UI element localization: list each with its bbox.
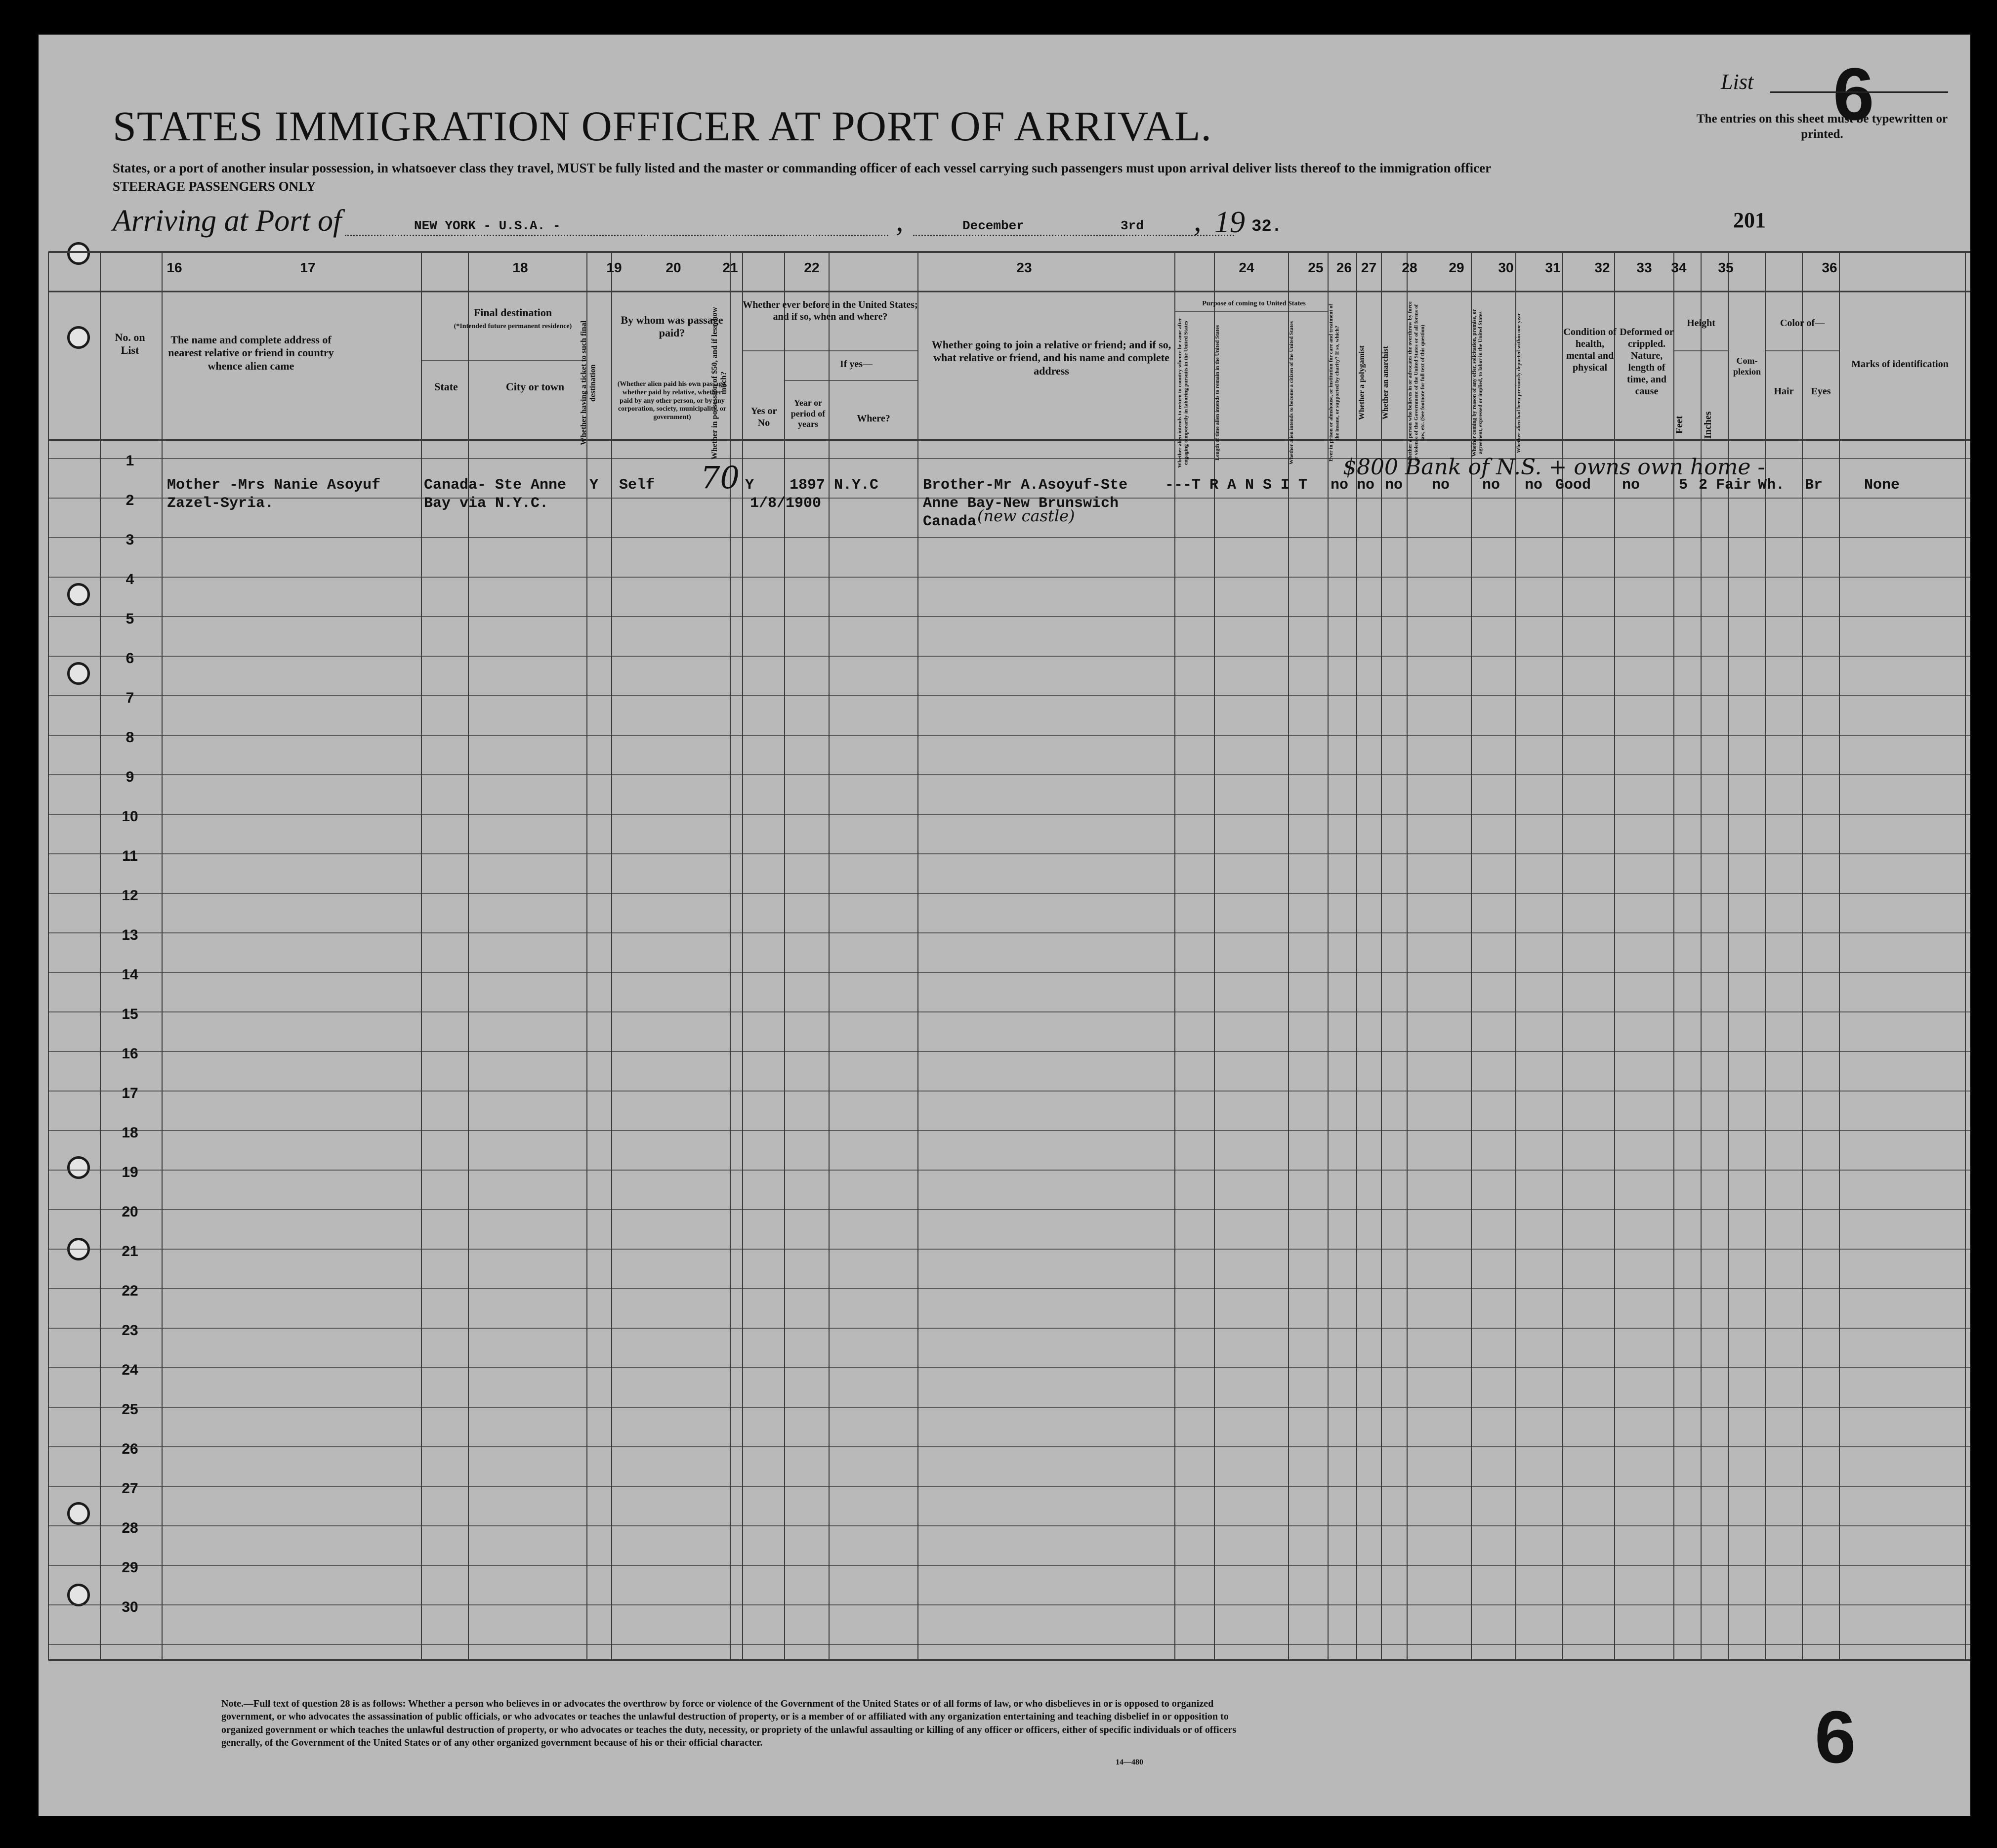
column-number: 17: [300, 260, 316, 275]
column-number: 30: [1498, 260, 1514, 275]
year-suffix: 32.: [1251, 217, 1282, 236]
page-number: 6: [1815, 1695, 1856, 1778]
header-yes-no: Yes or No: [750, 406, 777, 428]
row-number: 5: [125, 611, 134, 627]
row-number: 4: [125, 571, 134, 588]
passenger-class-text: STEERAGE PASSENGERS ONLY: [113, 179, 316, 194]
entry-joining-3: Canada: [923, 513, 977, 530]
column-number: 28: [1402, 260, 1417, 275]
entry-offer: no: [1482, 477, 1500, 494]
column-number: 32: [1594, 260, 1610, 275]
header-money: Whether in possession of $50, and if less, how much?: [710, 306, 728, 460]
list-label: List: [1721, 70, 1754, 94]
header-passage-paid-note: (Whether alien paid his own passage, whether paid by relative, whether paid by any other person, or by any corporation, society, municipality, or government): [617, 380, 727, 421]
row-number: 11: [122, 848, 138, 864]
entry-deformed: no: [1622, 477, 1640, 494]
entry-marks: None: [1864, 477, 1900, 494]
header-offer: Whether coming by reason of any offer, solicitation, promise, or agreement, expressed or implied, to labor in the United States: [1471, 309, 1484, 457]
row-number: 12: [122, 887, 138, 904]
row-number: 27: [122, 1480, 138, 1497]
header-joining: Whether going to join a relative or friend; and if so, what relative or friend, and his name and complete address: [931, 338, 1171, 377]
header-state: State: [434, 380, 458, 393]
row-number: 26: [122, 1441, 138, 1457]
row-number: 30: [122, 1599, 138, 1615]
header-city: City or town: [505, 380, 565, 393]
entry-destination: Canada- Ste Anne: [424, 477, 567, 494]
header-color-of: Color of—: [1780, 318, 1825, 329]
row-number: 16: [122, 1046, 138, 1062]
instruction-text: States, or a port of another insular possession, in whatsoever class they travel, MUST be fully listed and the master or commanding officer of each vessel carrying such passengers must upon arrival deliver lists thereof to the immigration officer: [113, 161, 1492, 175]
header-polygamist: Whether a polygamist: [1358, 345, 1366, 420]
entry-destination-2: Bay via N.Y.C.: [424, 495, 549, 512]
row-number: 17: [122, 1085, 138, 1101]
column-number: 29: [1449, 260, 1464, 275]
header-eyes: Eyes: [1811, 386, 1831, 397]
entry-joining: Brother-Mr A.Asoyuf-Ste: [923, 477, 1128, 494]
column-number: 24: [1239, 260, 1254, 275]
column-number: 25: [1308, 260, 1324, 275]
row-number: 25: [122, 1401, 138, 1418]
row-number: 2: [125, 492, 134, 508]
header-purpose-length: Length of time alien intends to remain in the United States: [1214, 325, 1220, 461]
column-number: 22: [804, 260, 820, 275]
entry-complexion: Fair: [1716, 477, 1752, 494]
entry-polygamist: no: [1357, 477, 1375, 494]
header-final-destination: Final destination: [473, 306, 552, 319]
entry-joining-2: Anne Bay-New Brunswich: [923, 495, 1119, 512]
column-number: 31: [1545, 260, 1561, 275]
column-number: 23: [1016, 260, 1032, 275]
column-number: 36: [1822, 260, 1837, 275]
header-passage-paid: By whom was passage paid?: [621, 314, 723, 339]
table-grid: [39, 35, 1970, 1816]
header-prison: Ever in prison or almshouse, or institution for care and treatment of the insane, or supported by charity? If so, which?: [1328, 304, 1340, 462]
entry-hair: Wh.: [1758, 477, 1785, 494]
row-number: 24: [122, 1362, 138, 1378]
header-deformed: Deformed or crippled. Nature, length of time, and cause: [1620, 327, 1674, 397]
row-number: 23: [122, 1322, 138, 1339]
column-number: 19: [606, 260, 622, 275]
row-number: 28: [122, 1520, 138, 1536]
header-nearest-relative: The name and complete address of nearest relative or friend in country whence alien came: [168, 334, 334, 372]
row-number: 22: [122, 1283, 138, 1299]
entry-anarchist: no: [1385, 477, 1403, 494]
entry-prison: no: [1331, 477, 1349, 494]
header-inches: Inches: [1703, 411, 1713, 439]
header-height: Height: [1687, 318, 1715, 329]
form-code: 14—480: [1116, 1758, 1143, 1766]
entry-where: N.Y.C: [834, 477, 879, 494]
column-number: 18: [512, 260, 528, 275]
row-number: 20: [122, 1204, 138, 1220]
header-deported: Whether alien had been previously deported within one year: [1516, 313, 1522, 453]
entry-health: Good: [1555, 477, 1591, 494]
date-day: 3rd: [1121, 218, 1144, 233]
header-purpose: Purpose of coming to United States: [1202, 300, 1306, 307]
header-hair: Hair: [1774, 386, 1794, 397]
entry-deported: no: [1525, 477, 1543, 494]
row-number: 19: [122, 1164, 138, 1180]
row-number: 29: [122, 1559, 138, 1576]
entry-joining-handwritten: (new castle): [977, 506, 1075, 525]
date-month: December: [962, 218, 1024, 233]
row-number: 6: [125, 650, 134, 667]
entry-relative: Mother -Mrs Nanie Asoyuf: [167, 477, 381, 494]
row-number: 14: [122, 966, 138, 983]
row-number: 3: [125, 532, 134, 548]
header-before-us: Whether ever before in the United States; and if so, when and where?: [743, 299, 918, 322]
column-number: 33: [1636, 260, 1652, 275]
header-where: Where?: [857, 413, 890, 424]
entry-feet: 5: [1679, 477, 1688, 494]
entry-passage-by: Self: [619, 477, 655, 494]
manifest-sheet: [39, 35, 1970, 1816]
typewritten-note: The entries on this sheet must be typewritten or printed.: [1696, 112, 1948, 141]
entry-relative-2: Zazel-Syria.: [167, 495, 274, 512]
header-marks: Marks of identification: [1851, 359, 1949, 370]
entry-before: Y: [745, 477, 754, 494]
entry-money: 70: [701, 460, 740, 496]
footnote: Note.—Full text of question 28 is as follows: Whether a person who believes in or advocates the overthrow by force or violence of the Government of the United States or of all forms of law, or who disbelieves in or is opposed to organized government, or who advocates the assassination of public officials, or who advocates or teaches the unlawful destruction of property, or is a member of or affiliated with any organization entertaining and teaching disbelief in or opposition to organized government or which teaches the unlawful destruction of property, or who advocates or teaches the duty, necessity, or propriety of the unlawful assaulting or killing of any officer or officers, either of specific individuals or of officers generally, of the Government of the United States or of any other organized government because of his or their official character.: [221, 1698, 1237, 1749]
comma: ,: [1194, 204, 1202, 238]
column-number: 21: [722, 260, 738, 275]
header-purpose-citizen: Whether alien intends to become a citizen of the United States: [1289, 321, 1294, 465]
row-number: 1: [125, 453, 134, 469]
column-number: 34: [1671, 260, 1687, 275]
entry-overthrow: no: [1432, 477, 1450, 494]
form-title: STATES IMMIGRATION OFFICER AT PORT OF ARRIVAL.: [113, 102, 1212, 150]
handwritten-note: $800 Bank of N.S. + owns own home -: [1343, 455, 1765, 480]
header-overthrow: Whether a person who believes in or advocates the overthrow by force or violence of the Government of the United States or of all forms of law, etc. (See footnote for full text of this question): [1407, 301, 1426, 464]
comma: ,: [896, 204, 904, 238]
column-number: 26: [1336, 260, 1352, 275]
header-year-period: Year or period of years: [790, 398, 826, 429]
row-number: 21: [122, 1243, 138, 1260]
header-complexion: Com-plexion: [1733, 356, 1761, 377]
entry-ticket: Y: [589, 477, 599, 494]
arriving-label: Arriving at Port of: [113, 204, 342, 238]
row-number: 18: [122, 1125, 138, 1141]
port-value: NEW YORK - U.S.A. -: [414, 218, 561, 233]
row-number: 10: [122, 808, 138, 825]
sheet-number: 201: [1733, 208, 1766, 232]
header-purpose-return: Whether alien intends to return to country whence he came after engaging temporarily in laboring pursuits in the United States: [1177, 318, 1189, 468]
column-number: 20: [666, 260, 681, 275]
year-prefix: 19: [1214, 206, 1245, 239]
entry-years: 1897: [790, 477, 826, 494]
header-if-yes: If yes—: [839, 359, 873, 370]
header-ticket: Whether having a ticket to such final destination: [580, 320, 597, 446]
row-number: 7: [125, 690, 134, 706]
row-number: 8: [125, 729, 134, 746]
header-anarchist: Whether an anarchist: [1381, 346, 1390, 420]
row-number: 13: [122, 927, 138, 943]
header-final-destination-note: (*Intended future permanent residence): [454, 323, 572, 330]
header-feet: Feet: [1674, 416, 1685, 434]
column-number: 16: [166, 260, 182, 275]
header-health: Condition of health, mental and physical: [1563, 327, 1617, 373]
entry-eyes: Br: [1805, 477, 1823, 494]
row-number: 15: [122, 1006, 138, 1022]
header-no-on-list: No. on List: [115, 331, 145, 357]
list-number: 6: [1833, 52, 1874, 135]
entry-years-2: 1/8/1900: [750, 495, 822, 512]
column-number: 27: [1361, 260, 1377, 275]
column-number: 35: [1718, 260, 1734, 275]
entry-purpose: ---T R A N S I T: [1165, 477, 1308, 494]
row-number: 9: [125, 769, 134, 785]
entry-inches: 2: [1699, 477, 1708, 494]
